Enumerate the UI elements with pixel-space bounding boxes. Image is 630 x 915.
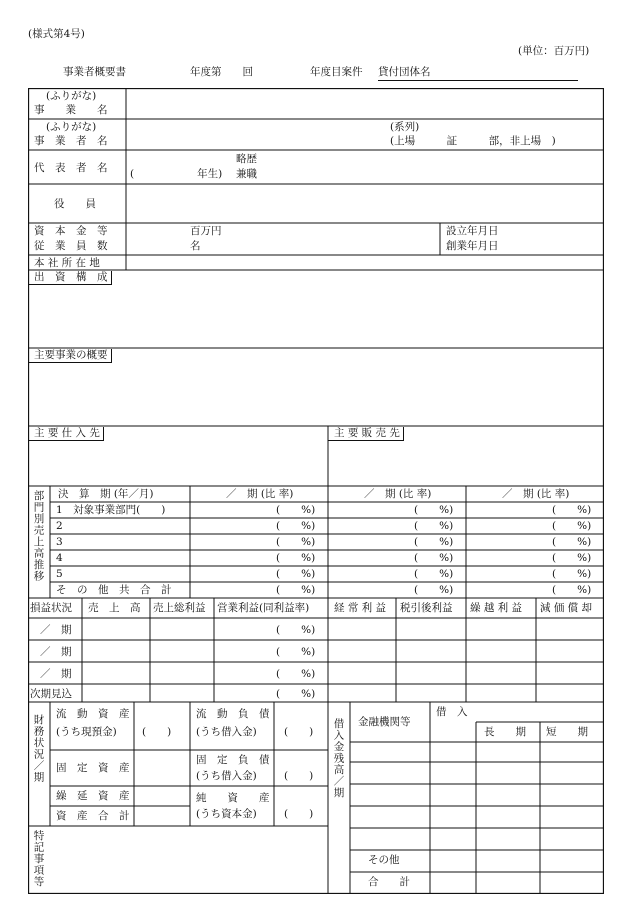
loans-side-label: 借入金残高／期 (332, 718, 345, 799)
pl-ratio: ( %) (276, 624, 316, 636)
established-label: 設立年月日 (446, 225, 499, 237)
pl-period-label: ／ 期 (40, 668, 72, 680)
bs-paren-4: ( ) (284, 808, 314, 820)
sales-ratio: ( %) (414, 568, 454, 580)
sales-side-label: 部門別売上高推移 (32, 490, 45, 582)
fixed-liab-label: 固 定 負 債 (196, 754, 270, 766)
sales-ratio: ( %) (276, 584, 316, 596)
sales-ratio: ( %) (276, 568, 316, 580)
sales-ratio: ( %) (552, 568, 592, 580)
business-name-label: 事 業 名 (34, 104, 108, 116)
sales-row-label: 1 対象事業部門( ) (56, 504, 166, 516)
current-liab-label: 流 動 負 債 (196, 708, 270, 720)
lender-label: 貸付団体名 (378, 66, 431, 78)
affiliation-label: (系列) (390, 121, 420, 133)
listing-label: (上場 証 部，非上場 ) (390, 135, 556, 147)
pl-ratio: ( %) (276, 688, 316, 700)
form-title: 事業者概要書 (63, 66, 126, 78)
pl-side-label: 損益状況 (30, 602, 72, 614)
pl-forecast-label: 次期見込 (30, 688, 72, 700)
sales-col-header-2: ／ 期 (比 率) (364, 488, 432, 500)
sales-col-header-1: ／ 期 (比 率) (226, 488, 294, 500)
current-assets-label: 流 動 資 産 (56, 708, 130, 720)
borrow-label-1: (うち借入金) (196, 726, 257, 738)
sales-ratio: ( %) (414, 552, 454, 564)
representative-label: 代 表 者 名 (34, 162, 108, 174)
bio-label: 略歴 (236, 153, 257, 165)
notes-side-label: 特記事項等 (32, 830, 45, 888)
pl-header: 税引後利益 (400, 602, 453, 614)
year-item-label: 年度目案件 (310, 66, 363, 78)
sales-ratio: ( %) (276, 552, 316, 564)
employees-label: 従 業 員 数 (34, 240, 108, 252)
business-overview-label: 主要事業の概要 (28, 349, 112, 363)
furigana-label-1: (ふりがな) (46, 90, 97, 102)
sales-ratio: ( %) (552, 520, 592, 532)
pl-header: 売 上 高 (88, 602, 141, 614)
pl-ratio: ( %) (276, 668, 316, 680)
bs-paren-1: ( ) (142, 726, 172, 738)
sales-ratio: ( %) (552, 552, 592, 564)
birth-year-label: ( 年生) (130, 168, 223, 180)
pl-header: 売上総利益 (153, 602, 206, 614)
suppliers-label: 主 要 仕 入 先 (28, 427, 104, 441)
unit-label: (単位：百万円) (518, 45, 590, 57)
sales-ratio: ( %) (414, 536, 454, 548)
short-term-label: 短 期 (546, 726, 588, 738)
borrow-header: 借 入 (436, 706, 468, 718)
sales-ratio: ( %) (414, 584, 454, 596)
operator-name-label: 事 業 者 名 (34, 135, 108, 147)
pl-header: 減 価 償 却 (540, 602, 593, 614)
overview-form (28, 88, 604, 894)
pl-header: 経 常 利 益 (334, 602, 387, 614)
borrow-label-2: (うち借入金) (196, 770, 257, 782)
concurrent-label: 兼職 (236, 168, 257, 180)
furigana-label-2: (ふりがな) (46, 121, 97, 133)
sales-ratio: ( %) (414, 504, 454, 516)
hq-label: 本 社 所 在 地 (34, 257, 100, 269)
cash-label: (うち現預金) (56, 726, 117, 738)
bs-side-label: 財務状況／期 (32, 714, 45, 783)
pl-header: 繰 越 利 益 (470, 602, 523, 614)
officers-label: 役 員 (54, 198, 96, 210)
capital-sub-label: (うち資本金) (196, 808, 257, 820)
other-label: その他 (368, 854, 400, 866)
employees-unit: 名 (190, 240, 201, 252)
pl-period-label: ／ 期 (40, 624, 72, 636)
institution-label: 金融機関等 (358, 716, 411, 728)
sales-ratio: ( %) (276, 536, 316, 548)
founded-label: 創業年月日 (446, 240, 499, 252)
sales-row-label: そ の 他 共 合 計 (56, 584, 172, 596)
sales-ratio: ( %) (276, 520, 316, 532)
pl-ratio: ( %) (276, 646, 316, 658)
sales-row-label: 2 (56, 520, 63, 532)
lender-underline (378, 80, 578, 81)
pl-header: 営業利益(同利益率) (217, 602, 310, 614)
sales-ratio: ( %) (414, 520, 454, 532)
fixed-assets-label: 固 定 資 産 (56, 762, 130, 774)
sales-ratio: ( %) (552, 504, 592, 516)
sales-ratio: ( %) (552, 536, 592, 548)
sales-row-label: 5 (56, 568, 63, 580)
sales-ratio: ( %) (552, 584, 592, 596)
capital-label: 資 本 金 等 (34, 225, 108, 237)
year-round-label: 年度第 回 (190, 66, 253, 78)
sales-col-header-3: ／ 期 (比 率) (502, 488, 570, 500)
pl-period-label: ／ 期 (40, 646, 72, 658)
deferred-assets-label: 繰 延 資 産 (56, 790, 130, 802)
customers-label: 主 要 販 売 先 (328, 427, 404, 441)
sales-row-label: 3 (56, 536, 63, 548)
sales-row-label: 4 (56, 552, 63, 564)
loans-total-label: 合 計 (368, 876, 410, 888)
net-assets-label: 純 資 産 (196, 792, 270, 804)
form-number: (様式第4号) (28, 28, 85, 40)
bs-paren-2: ( ) (284, 726, 314, 738)
long-term-label: 長 期 (484, 726, 526, 738)
sales-ratio: ( %) (276, 504, 316, 516)
total-assets-label: 資 産 合 計 (56, 810, 130, 822)
period-header: 決 算 期 (年／月) (58, 488, 154, 500)
bs-paren-3: ( ) (284, 770, 314, 782)
investment-label: 出 資 構 成 (28, 271, 112, 285)
capital-unit: 百万円 (190, 225, 222, 237)
